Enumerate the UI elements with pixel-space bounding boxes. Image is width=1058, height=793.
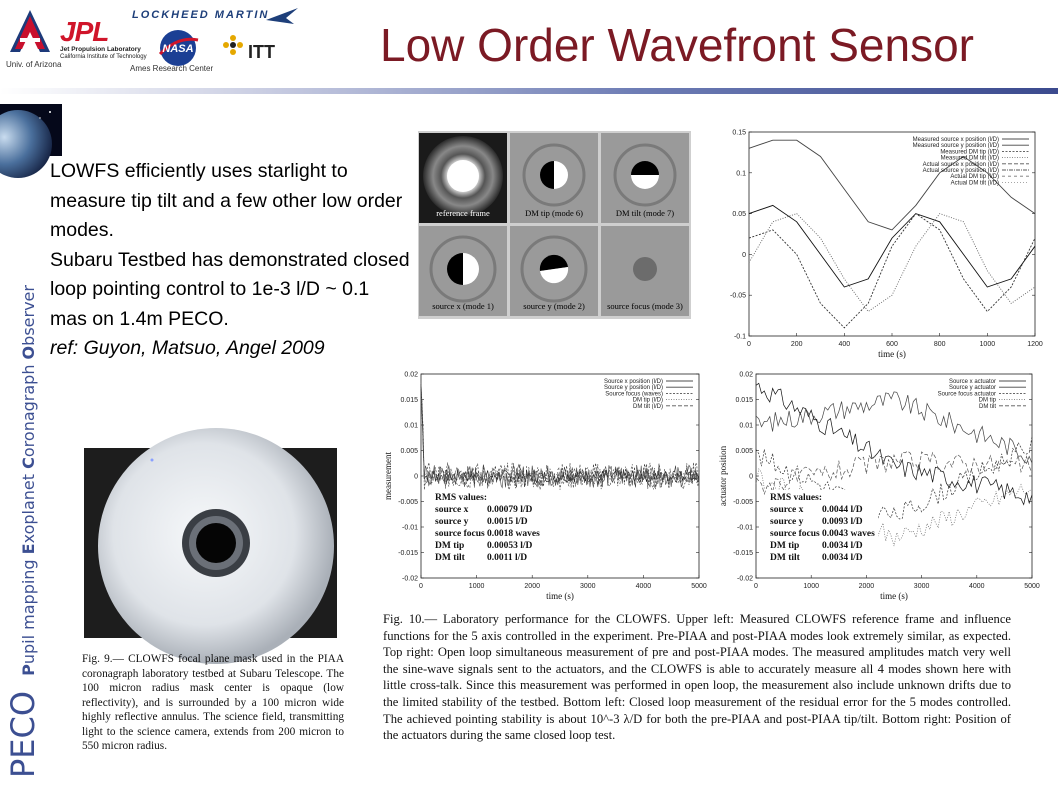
earth-image bbox=[0, 104, 62, 156]
x-tick-label: 1000 bbox=[803, 583, 819, 590]
univ-caption: Univ. of Arizona bbox=[6, 60, 62, 69]
x-tick-label: 2000 bbox=[524, 583, 540, 590]
y-tick-label: 0.015 bbox=[735, 397, 753, 404]
rms-label: source x bbox=[770, 505, 804, 515]
body-text bbox=[50, 157, 410, 364]
legend-label: DM tilt (l/D) bbox=[633, 403, 663, 410]
y-tick-label: 0.015 bbox=[400, 397, 418, 404]
peco-p: P bbox=[19, 664, 38, 676]
jpl-wordmark: JPL bbox=[60, 16, 109, 47]
lockheed-wordmark: LOCKHEED MARTIN bbox=[132, 9, 270, 21]
x-tick-label: 1200 bbox=[1027, 341, 1043, 348]
peco-label: PECO bbox=[4, 690, 42, 778]
y-tick-label: 0 bbox=[414, 473, 418, 481]
peco-observer: bserver bbox=[19, 285, 38, 346]
x-tick-label: 400 bbox=[838, 341, 851, 348]
page-title: Low Order Wavefront Sensor bbox=[380, 19, 974, 71]
rms-value: 0.0093 l/D bbox=[822, 517, 863, 527]
body-line-2: Subaru Testbed has demonstrated closed loop pointing control to 1e-3 l/D ~ 0.1 mas on 1.4m PECO. bbox=[50, 248, 410, 330]
y-tick-label: 0.005 bbox=[735, 448, 753, 455]
peco-coronagraph: oronagraph bbox=[19, 359, 38, 458]
rms-title: RMS values: bbox=[435, 493, 487, 503]
jpl-line1: Jet Propulsion Laboratory bbox=[60, 46, 141, 53]
header-rule bbox=[0, 88, 1058, 94]
x-tick-label: 600 bbox=[886, 341, 898, 348]
x-tick-label: 0 bbox=[754, 583, 758, 590]
rms-label: DM tip bbox=[435, 541, 465, 551]
legend-label: Measured source y position (l/D) bbox=[912, 143, 999, 150]
rms-label: source focus bbox=[435, 529, 485, 539]
rms-label: source focus bbox=[770, 529, 820, 539]
y-tick-label: 0.01 bbox=[404, 422, 418, 430]
legend-label: DM tip bbox=[978, 397, 996, 404]
chart-actuator-position bbox=[718, 366, 1038, 604]
legend-label: Source focus (waves) bbox=[605, 391, 663, 398]
peco-exoplanet: xoplanet bbox=[19, 468, 38, 544]
lockheed-logo bbox=[132, 4, 302, 28]
x-tick-label: 1000 bbox=[979, 341, 996, 348]
influence-frames bbox=[418, 131, 691, 319]
frame-label-4: source y (mode 2) bbox=[523, 301, 585, 311]
y-tick-label: -0.015 bbox=[733, 550, 753, 557]
rms-label: DM tilt bbox=[770, 553, 800, 563]
y-tick-label: -0.1 bbox=[733, 333, 746, 341]
y-tick-label: 0.02 bbox=[404, 371, 418, 379]
x-tick-label: 0 bbox=[747, 341, 751, 348]
y-tick-label: -0.01 bbox=[402, 524, 418, 532]
frame-label-1: DM tip (mode 6) bbox=[525, 208, 583, 218]
x-tick-label: 3000 bbox=[580, 583, 596, 590]
y-tick-label: -0.015 bbox=[398, 550, 418, 557]
legend-label: Measured DM tilt (l/D) bbox=[940, 155, 999, 162]
legend-label: Actual DM tilt (l/D) bbox=[950, 180, 999, 187]
x-tick-label: 1000 bbox=[468, 583, 485, 590]
y-tick-label: -0.02 bbox=[737, 575, 753, 583]
chart-closed-loop-measurement bbox=[379, 366, 707, 604]
itt-wordmark: ITT bbox=[248, 42, 275, 62]
legend-label: Actual source x position (l/D) bbox=[922, 161, 999, 168]
y-tick-label: 0 bbox=[749, 473, 753, 481]
legend-label: Source x actuator bbox=[948, 379, 996, 385]
y-tick-label: 0.1 bbox=[736, 170, 746, 178]
x-tick-label: 5000 bbox=[1024, 583, 1040, 590]
rms-label: source y bbox=[770, 517, 804, 527]
legend-label: Source x position (l/D) bbox=[603, 379, 663, 385]
focal-plane-mask-photo bbox=[84, 448, 337, 638]
x-tick-label: 200 bbox=[790, 341, 803, 348]
itt-logo bbox=[222, 34, 286, 64]
arizona-logo bbox=[4, 8, 56, 56]
rms-value: 0.0011 l/D bbox=[487, 553, 528, 563]
y-tick-label: 0.02 bbox=[739, 371, 753, 379]
legend-label: Source y position (l/D) bbox=[603, 385, 663, 392]
peco-o: O bbox=[19, 345, 38, 360]
legend-label: Measured DM tip (l/D) bbox=[940, 149, 999, 156]
x-tick-label: 3000 bbox=[913, 583, 930, 590]
chart-open-loop-svg bbox=[727, 124, 1043, 362]
x-axis-label: time (s) bbox=[880, 591, 908, 601]
chart-closed-loop-measurement-svg bbox=[379, 366, 707, 604]
sidebar-peco bbox=[4, 285, 42, 778]
nasa-wordmark: NASA bbox=[162, 43, 194, 55]
x-tick-label: 4000 bbox=[969, 583, 985, 590]
legend-label: Source y actuator bbox=[948, 385, 996, 392]
y-axis-label: actuator position bbox=[718, 445, 728, 507]
jpl-line2: California Institute of Technology bbox=[60, 54, 147, 60]
rms-value: 0.0034 l/D bbox=[822, 553, 863, 563]
figure-9-caption: Fig. 9.— CLOWFS focal plane mask used in the PIAA coronagraph laboratory testbed at Subaru Telescope. The 100 micron radius mask center is opaque (low reflectivity), and is surrounded by a 100 micron wide highly reflective annulus. The science field, transmitting light to the science camera, extends from 200 micron to 550 micron radius. bbox=[82, 653, 344, 752]
chart-open-loop bbox=[727, 124, 1043, 362]
rms-label: source y bbox=[435, 517, 469, 527]
rms-label: DM tip bbox=[770, 541, 800, 551]
y-axis-label: measurement bbox=[383, 452, 393, 500]
rms-value: 0.0034 l/D bbox=[822, 541, 863, 551]
rms-value: 0.00053 l/D bbox=[487, 541, 533, 551]
legend-label: DM tilt bbox=[979, 403, 996, 410]
peco-expansion bbox=[19, 285, 38, 676]
y-tick-label: 0.15 bbox=[732, 129, 746, 137]
legend-label: Measured source x position (l/D) bbox=[912, 137, 999, 143]
peco-pupil: upil mapping bbox=[19, 554, 38, 665]
y-tick-label: 0.05 bbox=[732, 211, 746, 219]
frame-label-0: reference frame bbox=[436, 208, 490, 218]
legend-label: Actual DM tip (l/D) bbox=[950, 174, 999, 181]
y-tick-label: 0.01 bbox=[739, 422, 753, 430]
y-tick-label: 0 bbox=[742, 251, 746, 259]
figure-10-caption: Fig. 10.— Laboratory performance for the CLOWFS. Upper left: Measured CLOWFS reference frame and influence functions for the 5 axis controlled in the experiment. Pre-PIAA and post-PIAA modes look extremely similar, as expected. Top right: Open loop simultaneous measurement of pre and post-PIAA modes. The measured amplitudes match very well the sine-wave signals sent to the actuators, and the CLOWFS is able to accurately measure all 4 modes shown here with little cross-talk. Since this measurement was performed in open loop, the measurement also include unknown drifts due to the limited stability of the testbed. Bottom left: Closed loop measurement of the residual error for the 5 modes controlled. The achieved pointing stability is about 10^-3 λ/D for both the pre-PIAA and post-PIAA tip/tilt. Bottom right: Position of the actuators during the same closed loop test. bbox=[383, 612, 1011, 743]
chart-actuator-position-svg bbox=[718, 366, 1038, 604]
x-tick-label: 5000 bbox=[691, 583, 707, 590]
frame-label-2: DM tilt (mode 7) bbox=[615, 208, 675, 218]
x-tick-label: 0 bbox=[419, 583, 423, 590]
peco-c: C bbox=[19, 457, 38, 469]
body-reference: ref: Guyon, Matsuo, Angel 2009 bbox=[50, 337, 325, 359]
rms-value: 0.0018 waves bbox=[487, 529, 540, 539]
rms-label: DM tilt bbox=[435, 553, 465, 563]
rms-title: RMS values: bbox=[770, 493, 822, 503]
legend-label: Source focus actuator bbox=[937, 391, 996, 398]
y-tick-label: 0.005 bbox=[400, 448, 418, 455]
y-tick-label: -0.02 bbox=[402, 575, 418, 583]
y-tick-label: -0.005 bbox=[733, 499, 753, 506]
x-tick-label: 800 bbox=[933, 341, 946, 348]
ames-caption: Ames Research Center bbox=[130, 64, 214, 73]
rms-value: 0.0044 l/D bbox=[822, 505, 863, 515]
nasa-logo bbox=[156, 28, 200, 68]
y-tick-label: -0.005 bbox=[398, 499, 418, 506]
lockheed-star-icon bbox=[264, 4, 300, 26]
body-line-1: LOWFS efficiently uses starlight to measure tip tilt and a few other low order modes. bbox=[50, 160, 403, 241]
itt-emblem-icon bbox=[222, 34, 244, 56]
rms-value: 0.0043 waves bbox=[822, 529, 875, 539]
frame-label-5: source focus (mode 3) bbox=[607, 301, 683, 311]
frame-label-3: source x (mode 1) bbox=[432, 301, 494, 311]
rms-value: 0.00079 l/D bbox=[487, 505, 533, 515]
legend-label: Actual source y position (l/D) bbox=[922, 168, 999, 174]
rms-value: 0.0015 l/D bbox=[487, 517, 528, 527]
x-axis-label: time (s) bbox=[546, 591, 574, 601]
x-tick-label: 4000 bbox=[635, 583, 652, 590]
rms-label: source x bbox=[435, 505, 469, 515]
y-tick-label: -0.05 bbox=[730, 292, 746, 300]
peco-e: E bbox=[19, 543, 38, 555]
x-axis-label: time (s) bbox=[878, 349, 906, 359]
x-tick-label: 2000 bbox=[858, 583, 875, 590]
y-tick-label: -0.01 bbox=[737, 524, 753, 532]
legend-label: DM tip (l/D) bbox=[632, 397, 663, 404]
